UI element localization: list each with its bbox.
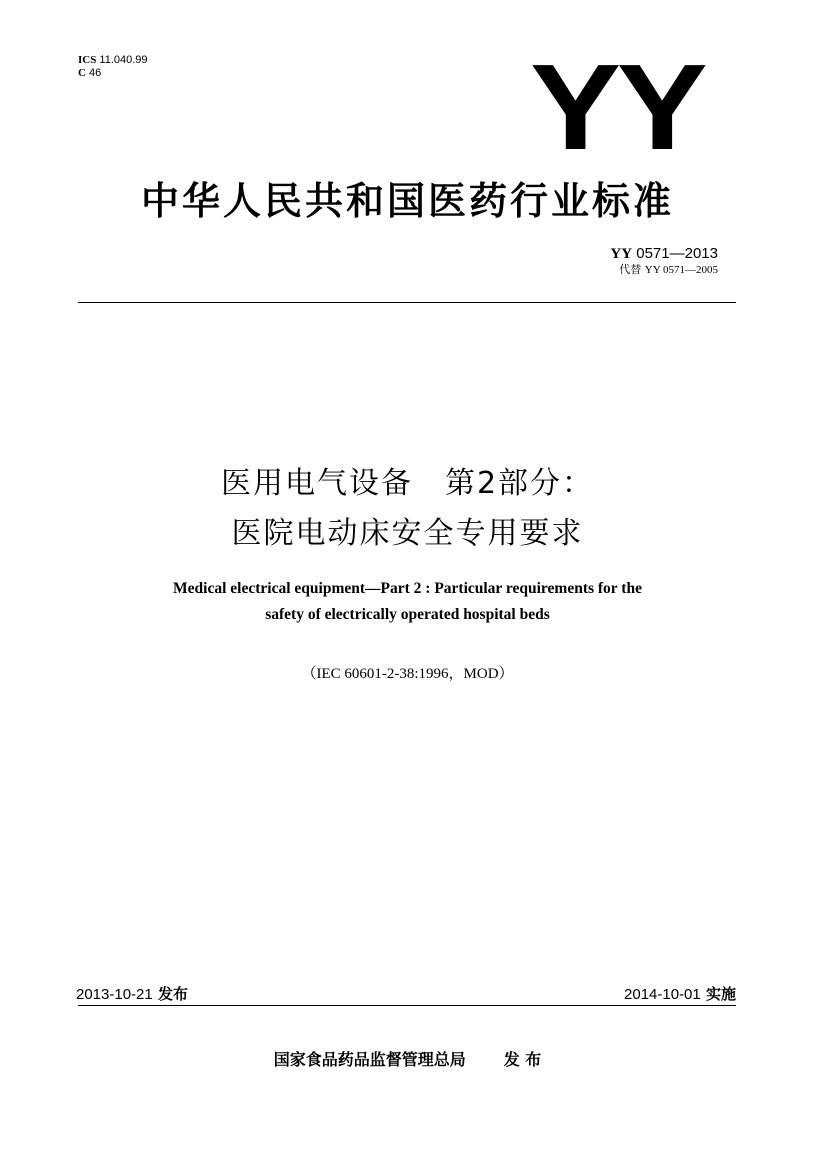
top-divider	[78, 302, 736, 303]
classification-codes	[78, 54, 148, 80]
ics-code: ICS 11.040.99	[78, 54, 148, 66]
bottom-divider	[78, 1005, 736, 1006]
chinese-title-line2: 医院电动床安全专用要求	[231, 516, 584, 551]
yy-logo: YY	[530, 39, 704, 175]
issuing-authority	[0, 1047, 815, 1070]
issuer-action: 发 布	[503, 1050, 542, 1069]
standard-number-block	[610, 245, 718, 277]
english-title-line2: safety of electrically operated hospital beds	[265, 606, 550, 623]
ccs-code: C 46	[78, 67, 102, 79]
issuer-name: 国家食品药品监督管理总局	[273, 1050, 466, 1069]
replaces-note: 代替 YY 0571—2005	[619, 263, 718, 276]
adoption-note: （IEC 60601-2-38:1996，MOD）	[301, 666, 514, 682]
english-title-line1: Medical electrical equipment—Part 2 : Particular requirements for the	[173, 580, 642, 597]
chinese-title-line1: 医用电气设备 第2部分：	[220, 466, 595, 501]
implement-date: 2014-10-01 实施	[624, 985, 736, 1003]
standard-category-title: 中华人民共和国医药行业标准	[140, 179, 674, 223]
publish-date: 2013-10-21 发布	[76, 985, 188, 1003]
standard-number: YY 0571—2013	[610, 245, 718, 262]
